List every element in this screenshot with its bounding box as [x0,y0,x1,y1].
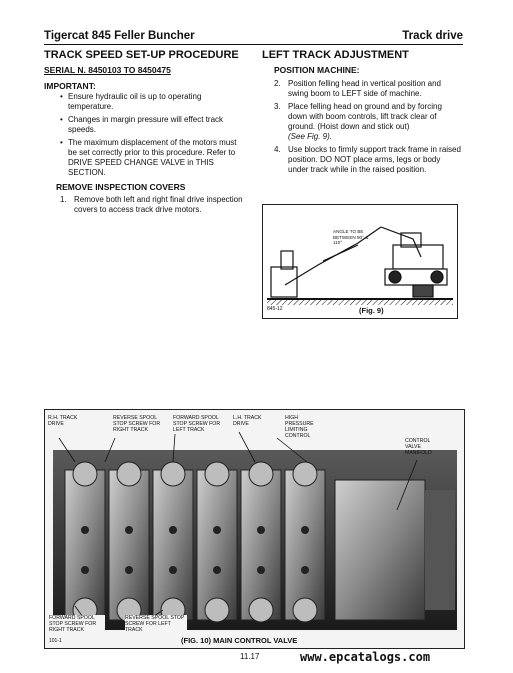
fig-reference: (See Fig. 9). [288,132,333,141]
control-valve-photo [45,410,464,648]
list-item [274,145,462,175]
reverse-spool-right-label: REVERSE SPOOL STOP SCREW FOR RIGHT TRACK [113,415,161,433]
high-pressure-label: HIGH PRESSURE LIMITING CONTROL [285,415,314,439]
control-valve-manifold-label: CONTROL VALVE MANIFOLD [405,438,432,456]
document-title: Tigercat 845 Feller Buncher [44,30,195,42]
forward-spool-right-label: FORWARD SPOOL STOP SCREW FOR RIGHT TRACK [49,615,105,633]
figure-code: 845-12 [267,306,283,312]
figure-10 [44,409,465,649]
right-column [262,49,462,178]
step-number: 2. [274,79,281,88]
list-item: • Changes in margin pressure will effect track speeds. [60,115,244,135]
position-heading: POSITION MACHINE: [274,65,360,75]
list-item: • Ensure hydraulic oil is up to operating temperature. [60,92,244,112]
step-number: 1. [60,195,67,204]
header-rule [44,44,463,45]
figure-9 [262,204,458,319]
serial-number: SERIAL N. 8450103 TO 8450475 [44,65,171,75]
reverse-spool-left-label: REVERSE SPOOL STOP SCREW FOR LEFT TRACK [125,615,187,633]
figure-caption: (FIG. 10) MAIN CONTROL VALVE [181,636,298,645]
track-speed-heading: TRACK SPEED SET-UP PROCEDURE [44,49,239,61]
rh-track-drive-label: R.H. TRACK DRIVE [48,415,78,427]
figure-caption: (Fig. 9) [359,306,384,315]
step-text: Place felling head on ground and by forcing down with boom controls, lift track clear of ground. (Hoist down and stick out) [288,102,442,131]
remove-covers-heading: REMOVE INSPECTION COVERS [56,182,186,192]
important-list [60,92,244,178]
list-item: • The maximum displacement of the motors must be set correctly prior to this procedure. Refer to DRIVE SPEED CHANGE VALVE in THIS SECTION. [60,138,244,178]
step-text: Remove both left and right final drive inspection covers to access track drive motors. [74,195,243,214]
step-number: 3. [274,102,281,111]
step-text: Use blocks to firmly support track frame in raised position. DO NOT place arms, legs or body under track while in the raised position. [288,145,461,174]
figure-code: 101-1 [49,638,62,644]
forward-spool-left-label: FORWARD SPOOL STOP SCREW FOR LEFT TRACK [173,415,221,433]
left-track-heading: LEFT TRACK ADJUSTMENT [262,49,409,61]
angle-note: ANGLE TO BE BETWEEN 90° & 110° [333,229,369,245]
page-number: 11.17 [240,652,260,661]
remove-steps [60,195,244,215]
position-steps [274,79,462,175]
machine-lift-illustration [263,205,457,318]
list-item [274,79,462,99]
step-number: 4. [274,145,281,154]
list-item [274,102,462,142]
watermark: www.epcatalogs.com [300,650,431,664]
important-label: IMPORTANT: [44,81,96,91]
lh-track-drive-label: L.H. TRACK DRIVE [233,415,262,427]
list-item [60,195,244,215]
section-title: Track drive [402,30,463,42]
left-column [44,49,244,218]
step-text: Position felling head in vertical position and swing boom to LEFT side of machine. [288,79,441,98]
